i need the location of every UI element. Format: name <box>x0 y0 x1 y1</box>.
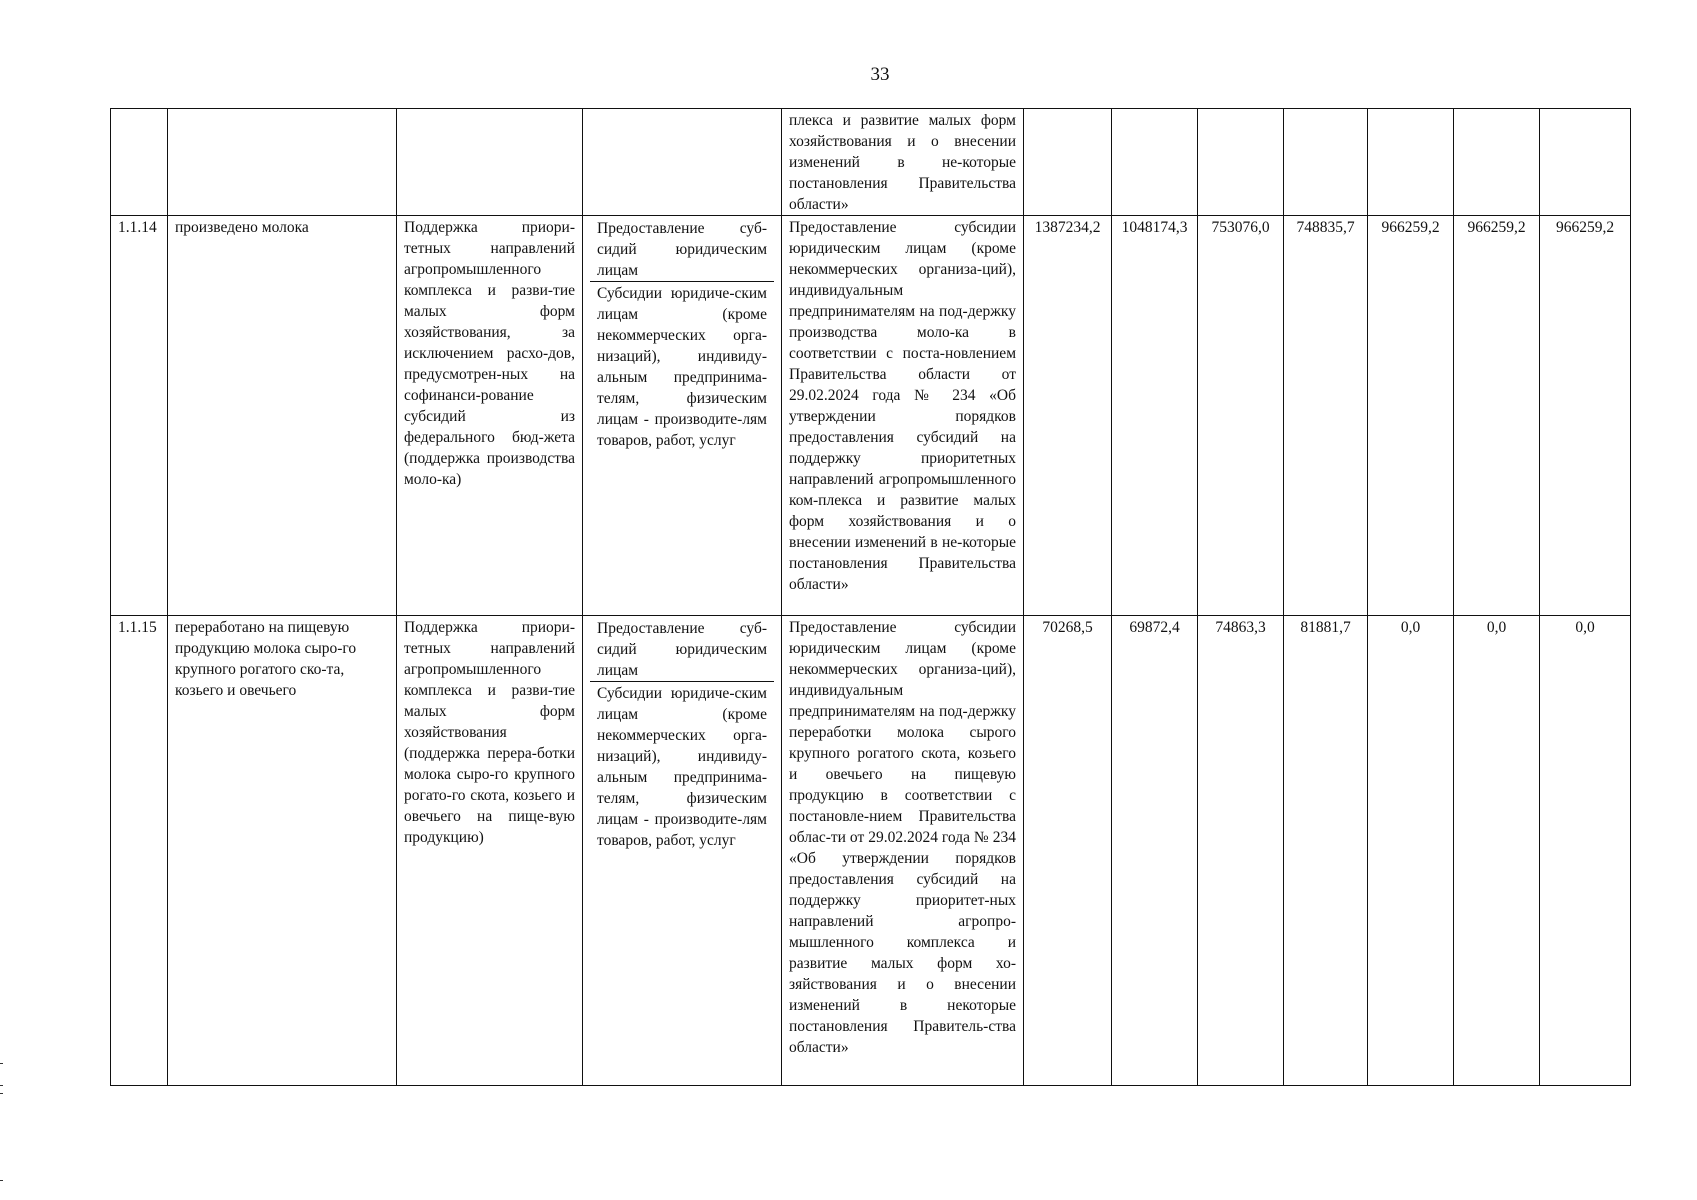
scan-mark <box>0 1093 3 1094</box>
row-code: 1.1.15 <box>111 616 168 1086</box>
value-cell: 74863,3 <box>1198 616 1284 1086</box>
subsidy-type: Предоставление суб-сидий юридическим лицам <box>590 217 774 282</box>
value-cell <box>1198 109 1284 216</box>
table-row-continuation <box>111 109 1631 216</box>
subsidy-recipients: Субсидии юридиче-ским лицам (кроме некоммерческих орга-низаций), индивиду-альным предпринима-телям, физическим лицам - производите-лям товаров, работ, услуг <box>597 685 767 849</box>
value-cell: 70268,5 <box>1024 616 1112 1086</box>
value-cell: 966259,2 <box>1540 216 1631 616</box>
scan-mark <box>0 1085 3 1086</box>
form-cell <box>583 616 782 1086</box>
page-number: 33 <box>870 64 890 85</box>
value-cell: 1387234,2 <box>1024 216 1112 616</box>
value-cell: 69872,4 <box>1112 616 1198 1086</box>
legal-basis-cell: Предоставление субсидии юридическим лицам (кроме некоммерческих организа-ций), индивидуальным предпринимателям на под-держку производства моло-ка в соответствии с поста-новлением Правительства области от 29.02.2024 года № 234 «Об утверждении порядков предоставления субсидий на поддержку приоритетных направлений агропромышленного ком-плекса и развитие малых форм хозяйствования и о внесении изменений в не-которые постановления Правительства области» <box>782 216 1024 616</box>
table-row-1-1-15 <box>111 616 1631 1086</box>
legal-basis-cell: плекса и развитие малых форм хозяйствования и о внесении изменений в не-которые постановления Правительства области» <box>782 109 1024 216</box>
value-cell: 748835,7 <box>1284 216 1368 616</box>
value-cell: 753076,0 <box>1198 216 1284 616</box>
scan-mark <box>0 1063 3 1064</box>
legal-basis-cell: Предоставление субсидии юридическим лицам (кроме некоммерческих организа-ций), индивидуальным предпринимателям на под-держку переработки молока сырого крупного рогатого скота, козьего и овечьего на пищевую продукцию в соответствии с постановле-нием Правительства облас-ти от 29.02.2024 года № 234 «Об утверждении порядков предоставления субсидий на поддержку приоритет-ных направлений агропро-мышленного комплекса и развитие малых форм хо-зяйствования и о внесении изменений в некоторые постановления Правитель-ства области» <box>782 616 1024 1086</box>
direction-cell <box>397 109 583 216</box>
direction-cell: Поддержка приори-тетных направлений агропромышленного комплекса и разви-тие малых форм хозяйствования, за исключением расхо-дов, предусмотрен-ных на софинанси-рование субсидий из федерального бюд-жета (поддержка производства моло-ка) <box>397 216 583 616</box>
value-cell: 0,0 <box>1454 616 1540 1086</box>
indicator-cell: произведено молока <box>168 216 397 616</box>
subsidy-type: Предоставление суб-сидий юридическим лицам <box>590 617 774 682</box>
value-cell: 81881,7 <box>1284 616 1368 1086</box>
value-cell: 966259,2 <box>1368 216 1454 616</box>
scan-mark <box>0 1180 3 1181</box>
value-cell: 1048174,3 <box>1112 216 1198 616</box>
program-table <box>110 108 1631 1086</box>
value-cell: 0,0 <box>1540 616 1631 1086</box>
subsidy-recipients: Субсидии юридиче-ским лицам (кроме некоммерческих орга-низаций), индивиду-альным предпринима-телям, физическим лицам - производите-лям товаров, работ, услуг <box>597 285 767 449</box>
direction-cell: Поддержка приори-тетных направлений агропромышленного комплекса и разви-тие малых форм хозяйствования (поддержка перера-ботки молока сыро-го крупного рогато-го скота, козьего и овечьего на пище-вую продукцию) <box>397 616 583 1086</box>
value-cell <box>1284 109 1368 216</box>
row-code <box>111 109 168 216</box>
indicator-cell: переработано на пищевую продукцию молока сыро-го крупного рогатого ско-та, козьего и овечьего <box>168 616 397 1086</box>
indicator-cell <box>168 109 397 216</box>
row-code: 1.1.14 <box>111 216 168 616</box>
value-cell <box>1112 109 1198 216</box>
form-cell <box>583 109 782 216</box>
form-cell <box>583 216 782 616</box>
value-cell: 966259,2 <box>1454 216 1540 616</box>
value-cell <box>1540 109 1631 216</box>
table-row-1-1-14 <box>111 216 1631 616</box>
value-cell: 0,0 <box>1368 616 1454 1086</box>
value-cell <box>1024 109 1112 216</box>
value-cell <box>1368 109 1454 216</box>
value-cell <box>1454 109 1540 216</box>
